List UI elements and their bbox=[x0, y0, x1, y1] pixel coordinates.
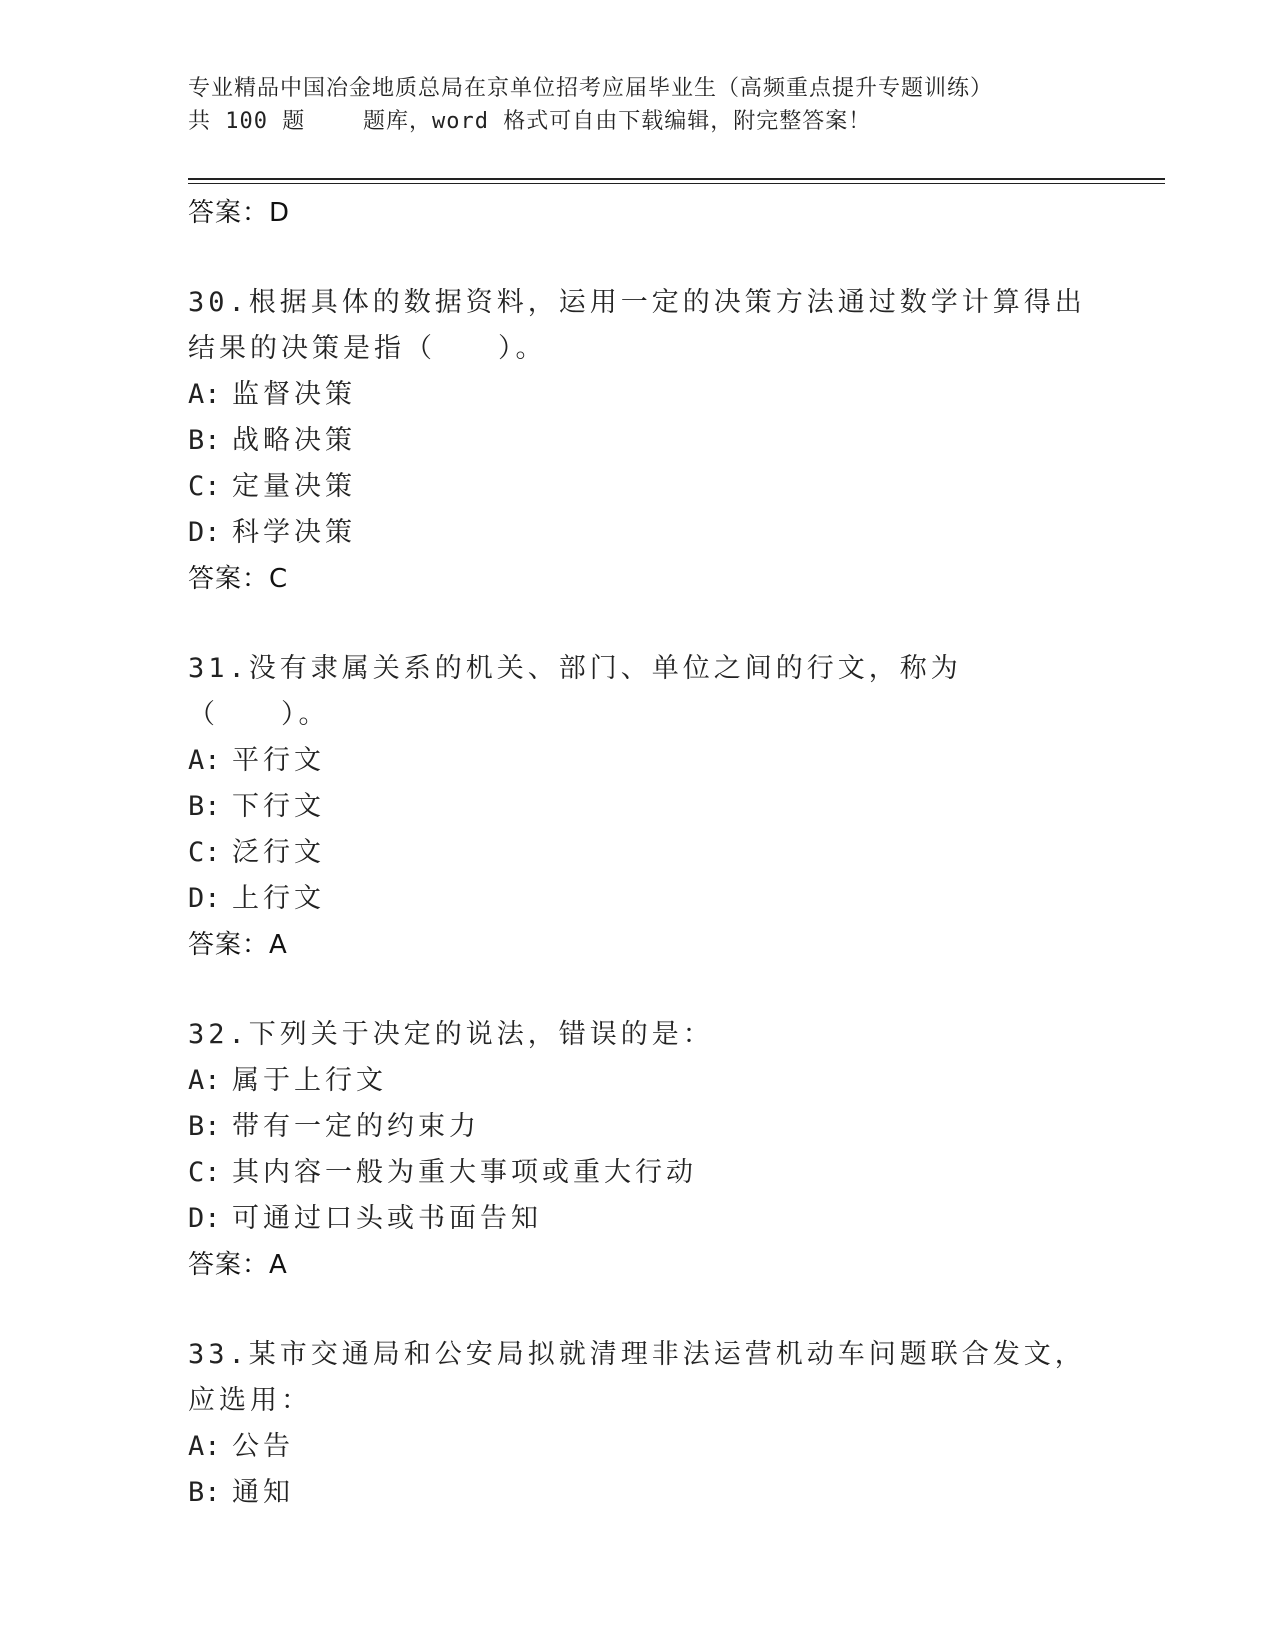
option-text: 定量决策 bbox=[232, 471, 356, 502]
option-text: 带有一定的约束力 bbox=[232, 1111, 480, 1142]
option-text: 属于上行文 bbox=[232, 1065, 387, 1096]
question-30 bbox=[188, 280, 1088, 602]
header-subtitle bbox=[188, 105, 1168, 138]
header-divider-thick bbox=[188, 178, 1165, 180]
spacer bbox=[188, 1288, 1088, 1332]
option-text: 公告 bbox=[232, 1431, 294, 1462]
header-divider-thin bbox=[188, 183, 1165, 184]
option-letter: C: bbox=[188, 471, 221, 502]
option-text: 上行文 bbox=[232, 883, 325, 914]
header-title: 专业精品中国冶金地质总局在京单位招考应届毕业生（高频重点提升专题训练） bbox=[188, 76, 994, 101]
option-text: 泛行文 bbox=[232, 837, 325, 868]
option-letter: B: bbox=[188, 425, 221, 456]
question-text: 32.下列关于决定的说法，错误的是： bbox=[188, 1019, 714, 1050]
option-a bbox=[188, 738, 1088, 784]
option-a bbox=[188, 1424, 1088, 1470]
option-text: 其内容一般为重大事项或重大行动 bbox=[232, 1157, 697, 1188]
option-letter: A: bbox=[188, 1065, 221, 1096]
option-text: 监督决策 bbox=[232, 379, 356, 410]
option-a bbox=[188, 1058, 1088, 1104]
question-text: 33.某市交通局和公安局拟就清理非法运营机动车问题联合发文，应选用： bbox=[188, 1339, 1086, 1416]
option-letter: C: bbox=[188, 837, 221, 868]
question-text: 30.根据具体的数据资料，运用一定的决策方法通过数学计算得出结果的决策是指（ ）。 bbox=[188, 287, 1086, 364]
option-text: 科学决策 bbox=[232, 517, 356, 548]
option-a bbox=[188, 372, 1088, 418]
option-text: 下行文 bbox=[232, 791, 325, 822]
spacer bbox=[188, 968, 1088, 1012]
option-text: 可通过口头或书面告知 bbox=[232, 1203, 542, 1234]
option-c bbox=[188, 464, 1088, 510]
option-b bbox=[188, 784, 1088, 830]
option-text: 平行文 bbox=[232, 745, 325, 776]
question-text: 31.没有隶属关系的机关、部门、单位之间的行文，称为（ ）。 bbox=[188, 653, 962, 730]
option-letter: C: bbox=[188, 1157, 221, 1188]
option-d bbox=[188, 510, 1088, 556]
option-letter: B: bbox=[188, 1477, 221, 1508]
option-b bbox=[188, 1470, 1088, 1516]
question-list bbox=[188, 190, 1088, 1516]
header-description: 题库，word 格式可自由下载编辑，附完整答案！ bbox=[363, 109, 872, 134]
question-32 bbox=[188, 1012, 1088, 1288]
option-letter: A: bbox=[188, 379, 221, 410]
option-c bbox=[188, 1150, 1088, 1196]
option-d bbox=[188, 1196, 1088, 1242]
option-letter: D: bbox=[188, 883, 221, 914]
option-letter: A: bbox=[188, 745, 221, 776]
question-31 bbox=[188, 646, 1088, 968]
option-letter: D: bbox=[188, 1203, 221, 1234]
answer-30: 答案：C bbox=[188, 564, 289, 594]
question-33 bbox=[188, 1332, 1088, 1516]
option-b bbox=[188, 1104, 1088, 1150]
document-header bbox=[188, 72, 1168, 138]
answer-31: 答案：A bbox=[188, 930, 288, 960]
option-letter: B: bbox=[188, 1111, 221, 1142]
answer-32: 答案：A bbox=[188, 1250, 288, 1280]
option-letter: A: bbox=[188, 1431, 221, 1462]
answer-prev: 答案：D bbox=[188, 198, 291, 228]
option-letter: D: bbox=[188, 517, 221, 548]
option-d bbox=[188, 876, 1088, 922]
option-c bbox=[188, 830, 1088, 876]
question-count: 共 100 题 bbox=[188, 109, 306, 134]
spacer bbox=[188, 602, 1088, 646]
option-text: 通知 bbox=[232, 1477, 294, 1508]
option-text: 战略决策 bbox=[232, 425, 356, 456]
option-letter: B: bbox=[188, 791, 221, 822]
spacer bbox=[188, 236, 1088, 280]
option-b bbox=[188, 418, 1088, 464]
